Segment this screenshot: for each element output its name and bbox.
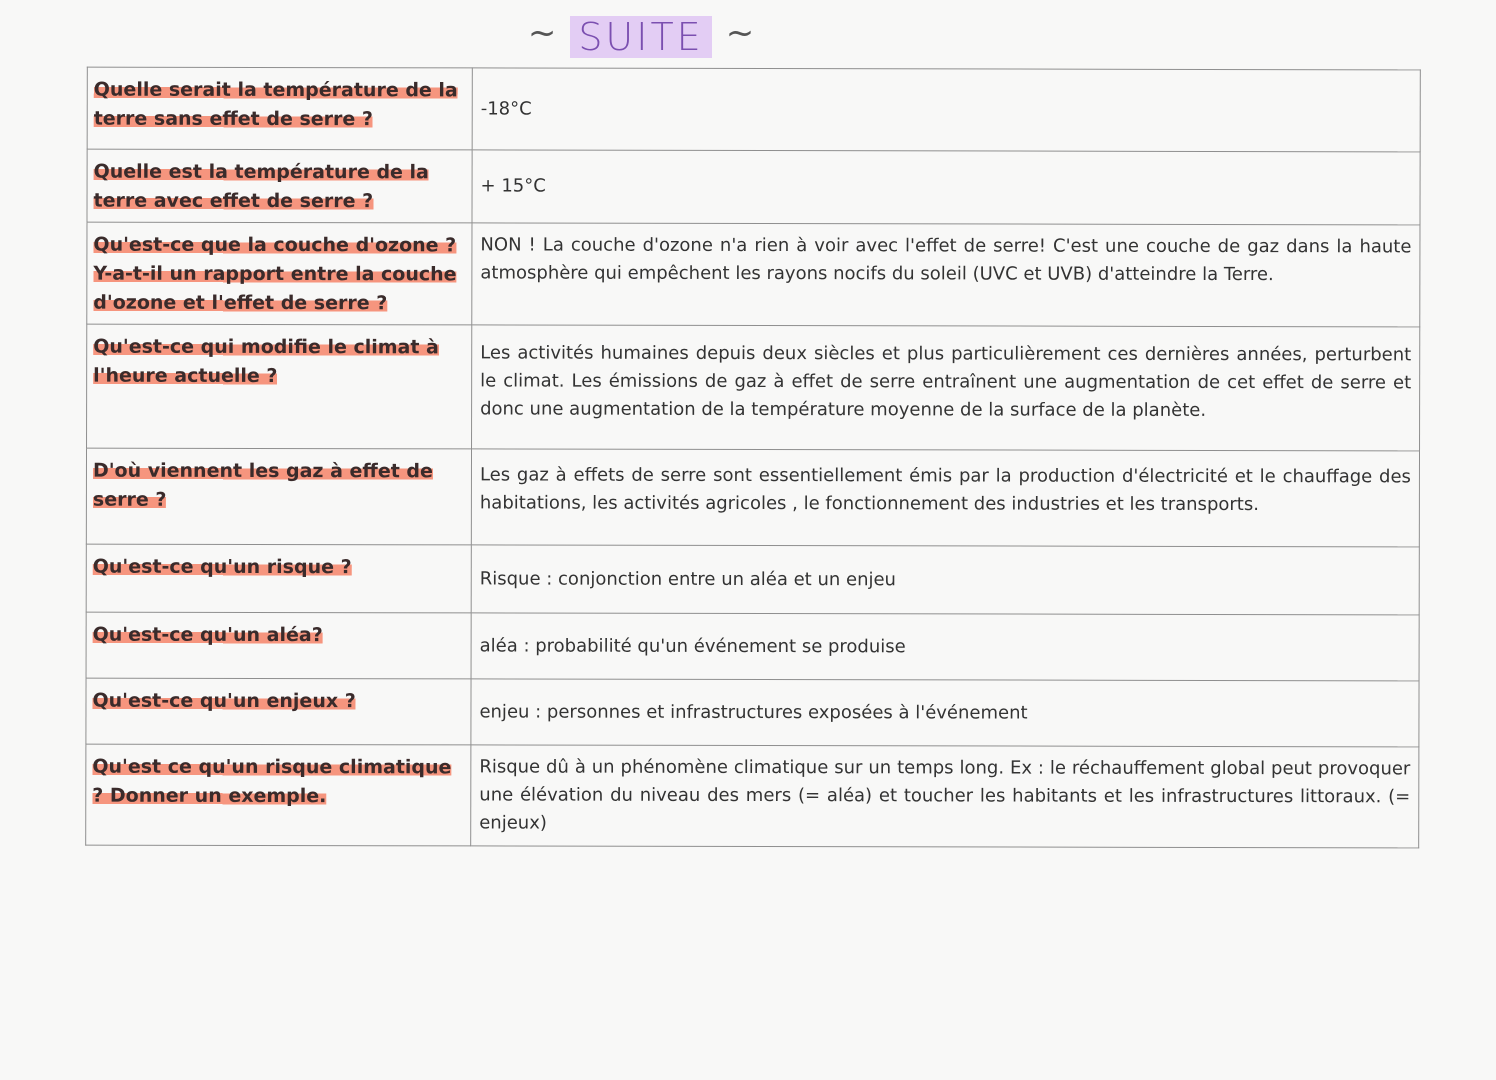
question-text: Quelle serait la température de la terre sans effet de serre ? (93, 78, 458, 131)
page-title: SUITE (570, 16, 711, 58)
answer-cell (471, 613, 1419, 681)
table-row (87, 149, 1420, 225)
table-row (86, 544, 1419, 615)
answer-text: Risque : conjonction entre un aléa et un enjeu (479, 567, 897, 590)
answer-text: Les activités humaines depuis deux siècles et plus particulièrement ces dernières années, perturbent le climat. Les émissions de gaz à effet de serre entraînent une augmentation de cet effet de serre et donc une augmentation de la température moyenne de la surface de la planète. (480, 342, 1412, 421)
table-row (86, 612, 1419, 681)
answer-cell (471, 745, 1419, 848)
answer-cell (471, 679, 1419, 747)
question-text: Qu'est ce qu'un risque climatique ? Donner un exemple. (92, 755, 452, 808)
table-row (87, 67, 1420, 152)
question-text: Qu'est-ce que la couche d'ozone ? Y-a-t-il un rapport entre la couche d'ozone et l'effet de serre ? (93, 233, 457, 315)
answer-text: + 15°C (480, 175, 546, 197)
qa-table (85, 67, 1421, 849)
question-cell (86, 612, 471, 679)
answer-cell (471, 449, 1419, 547)
answer-cell (472, 150, 1420, 225)
question-cell (87, 67, 472, 150)
question-text: Qu'est-ce qu'un enjeux ? (92, 689, 356, 713)
answer-text: NON ! La couche d'ozone n'a rien à voir avec l'effet de serre! C'est une couche de gaz dans la haute atmosphère qui empêchent les rayons nocifs du soleil (UVC et UVB) d'atteindre la Terre. (480, 234, 1412, 286)
table-row (86, 678, 1419, 747)
right-tilde: ~ (725, 13, 755, 53)
question-cell (87, 324, 472, 449)
answer-cell (472, 223, 1420, 327)
question-text: Qu'est-ce qui modifie le climat à l'heure actuelle ? (93, 335, 439, 388)
question-cell (86, 544, 471, 613)
table-row (87, 324, 1420, 451)
table-row (86, 744, 1419, 848)
answer-text: aléa : probabilité qu'un événement se produise (479, 634, 906, 657)
question-cell (86, 744, 471, 846)
left-tilde: ~ (527, 13, 557, 53)
question-text: D'où viennent les gaz à effet de serre ? (92, 459, 433, 511)
answer-text: enjeu : personnes et infrastructures exposées à l'événement (479, 700, 1028, 724)
question-cell (87, 149, 472, 223)
answer-text: -18°C (480, 97, 532, 120)
answer-text: Risque dû à un phénomène climatique sur un temps long. Ex : le réchauffement global peut provoquer une élévation du niveau des mers (= aléa) et toucher les habitants et les infrastructures littoraux. (= enjeux) (479, 756, 1411, 834)
answer-cell (472, 325, 1420, 451)
question-cell (86, 448, 471, 545)
question-text: Qu'est-ce qu'un risque ? (92, 555, 352, 579)
question-cell (87, 222, 472, 325)
table-row (86, 448, 1419, 547)
question-cell (86, 678, 471, 745)
question-text: Quelle est la température de la terre avec effet de serre ? (93, 160, 429, 213)
table-row (87, 222, 1420, 327)
answer-cell (472, 68, 1420, 152)
question-text: Qu'est-ce qu'un aléa? (92, 623, 323, 647)
answer-text: Les gaz à effets de serre sont essentiellement émis par la production d'électricité et le chauffage des habitations, les activités agricoles , le fonctionnement des industries et les transports. (479, 464, 1411, 516)
answer-cell (471, 545, 1419, 615)
page-header (486, 14, 796, 60)
